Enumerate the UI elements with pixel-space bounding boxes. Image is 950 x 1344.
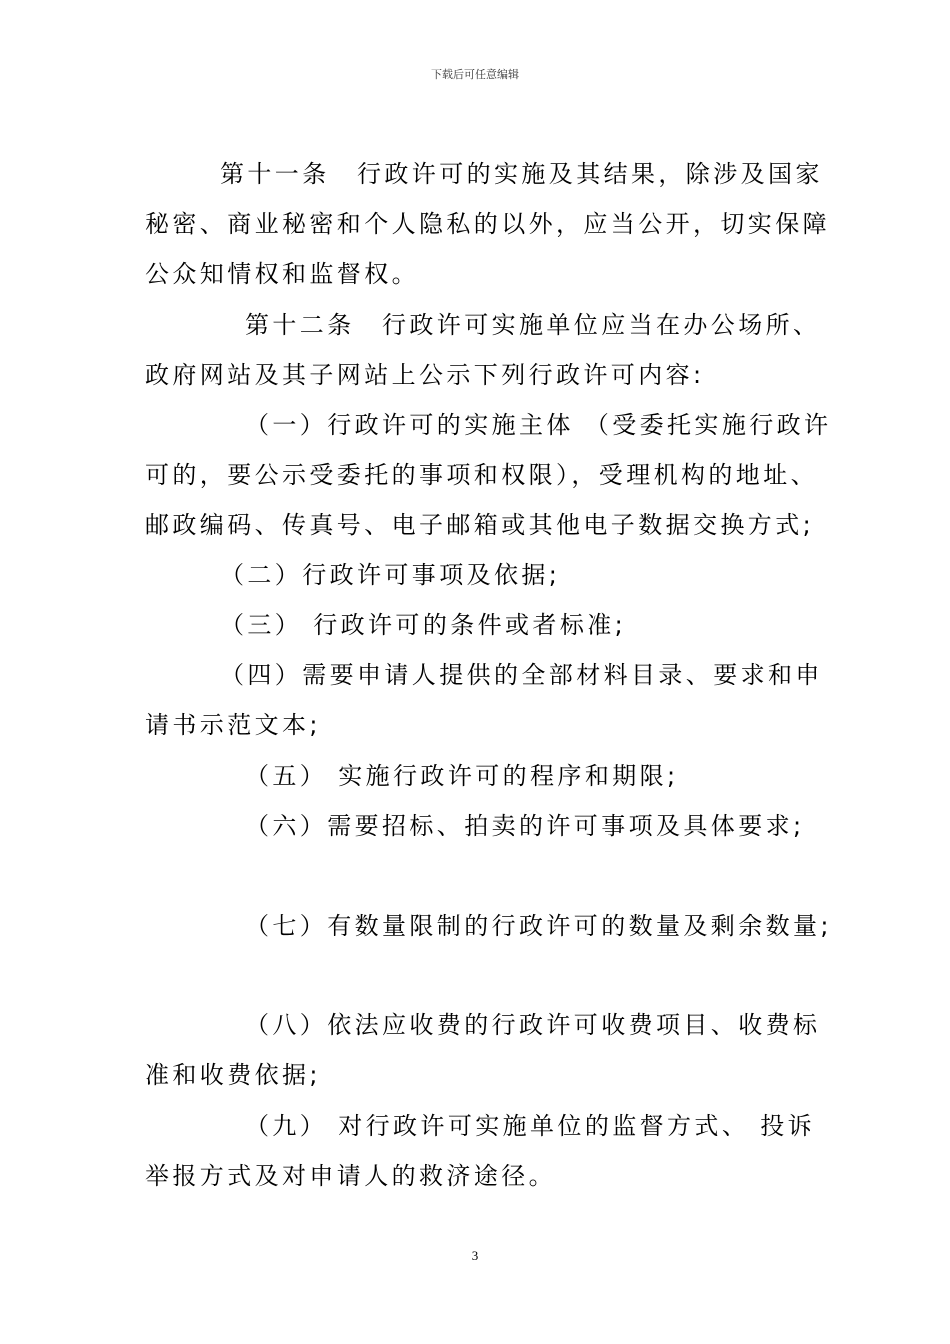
page-number: 3 <box>471 1248 479 1263</box>
item-4-line-1: （四）需要申请人提供的全部材料目录、要求和申 <box>220 661 823 689</box>
item-9-line-1: （九） 对行政许可实施单位的监督方式、 投诉 <box>245 1112 816 1140</box>
item-4-line-2: 请书示范文本; <box>145 711 321 739</box>
item-9-line-2: 举报方式及对申请人的救济途径。 <box>145 1162 556 1190</box>
item-5: （五） 实施行政许可的程序和期限; <box>245 762 679 790</box>
item-3: （三） 行政许可的条件或者标准; <box>220 611 627 639</box>
download-edit-note: 下载后可任意编辑 <box>431 68 519 81</box>
article-11-line-3: 公众知情权和监督权。 <box>145 260 419 288</box>
item-2: （二）行政许可事项及依据; <box>220 561 561 589</box>
item-8-line-2: 准和收费依据; <box>145 1061 321 1089</box>
article-11-line-2: 秘密、商业秘密和个人隐私的以外，应当公开，切实保障 <box>145 210 830 238</box>
article-12-line-1: 第十二条 行政许可实施单位应当在办公场所、 <box>245 311 821 339</box>
item-1-line-3: 邮政编码、传真号、电子邮箱或其他电子数据交换方式; <box>145 511 815 539</box>
article-11-line-1: 第十一条 行政许可的实施及其结果，除涉及国家 <box>220 160 823 188</box>
item-1-line-2: 可的，要公示受委托的事项和权限），受理机构的地址、 <box>145 461 818 489</box>
item-1-line-1: （一）行政许可的实施主体 （受委托实施行政许 <box>245 411 832 439</box>
article-12-line-2: 政府网站及其子网站上公示下列行政许可内容: <box>145 361 705 389</box>
item-6: （六）需要招标、拍卖的许可事项及具体要求; <box>245 812 805 840</box>
item-8-line-1: （八）依法应收费的行政许可收费项目、收费标 <box>245 1011 821 1039</box>
item-7: （七）有数量限制的行政许可的数量及剩余数量; <box>245 912 832 940</box>
